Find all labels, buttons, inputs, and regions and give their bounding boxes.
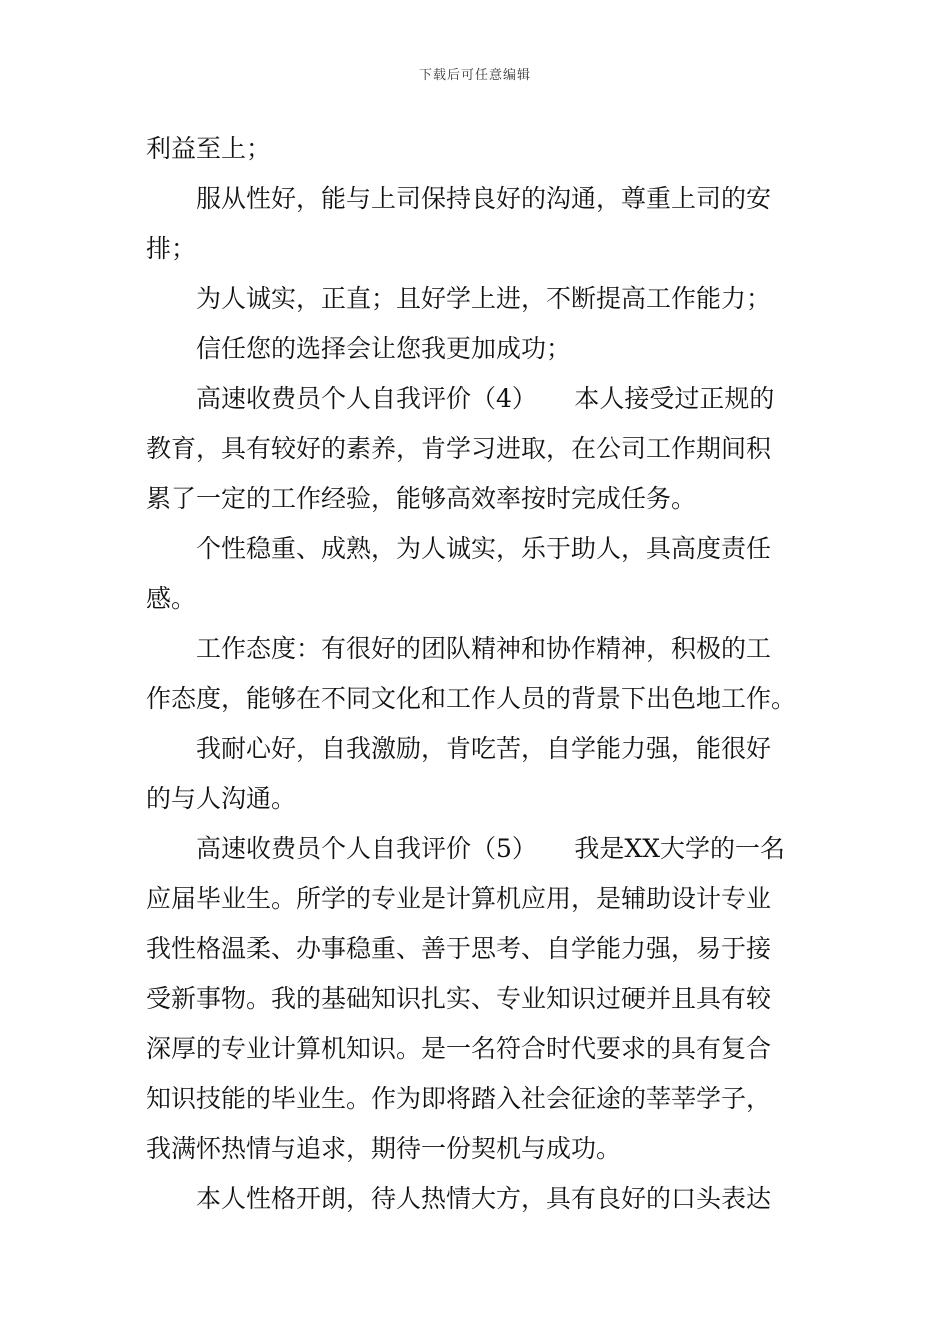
text-line: 应届毕业生。所学的专业是计算机应用，是辅助设计专业 [146,884,772,913]
section-heading-line: 高速收费员个人自我评价（5） 我是XX大学的一名 [196,834,786,863]
text-line: 知识技能的毕业生。作为即将踏入社会征途的莘莘学子， [146,1084,772,1113]
page-header: 下载后可任意编辑 [418,68,531,83]
text-line: 的与人沟通。 [146,784,297,813]
text-line: 为人诚实，正直；且好学上进，不断提高工作能力； [196,284,772,313]
text-line: 我满怀热情与追求，期待一份契机与成功。 [146,1134,622,1163]
text-line: 深厚的专业计算机知识。是一名符合时代要求的具有复合 [146,1034,772,1063]
text-line: 作态度，能够在不同文化和工作人员的背景下出色地工作。 [146,684,797,713]
text-line: 我性格温柔、办事稳重、善于思考、自学能力强，易于接 [146,934,772,963]
text-line: 个性稳重、成熟，为人诚实，乐于助人，具高度责任 [196,534,772,563]
text-line: 工作态度：有很好的团队精神和协作精神，积极的工 [196,634,772,663]
text-line: 累了一定的工作经验，能够高效率按时完成任务。 [146,484,697,513]
text-line: 感。 [146,584,197,613]
text-line: 利益至上； [146,134,272,163]
section-heading-line: 高速收费员个人自我评价（4） 本人接受过正规的 [196,384,775,413]
text-line: 受新事物。我的基础知识扎实、专业知识过硬并且具有较 [146,984,772,1013]
text-line: 信任您的选择会让您我更加成功； [196,334,572,363]
text-line: 排； [146,234,197,263]
text-line: 我耐心好，自我激励，肯吃苦，自学能力强，能很好 [196,734,772,763]
text-line: 本人性格开朗，待人热情大方，具有良好的口头表达 [196,1184,772,1213]
text-line: 服从性好，能与上司保持良好的沟通，尊重上司的安 [196,184,772,213]
document-body [146,124,810,1224]
text-line: 教育，具有较好的素养，肯学习进取，在公司工作期间积 [146,434,772,463]
